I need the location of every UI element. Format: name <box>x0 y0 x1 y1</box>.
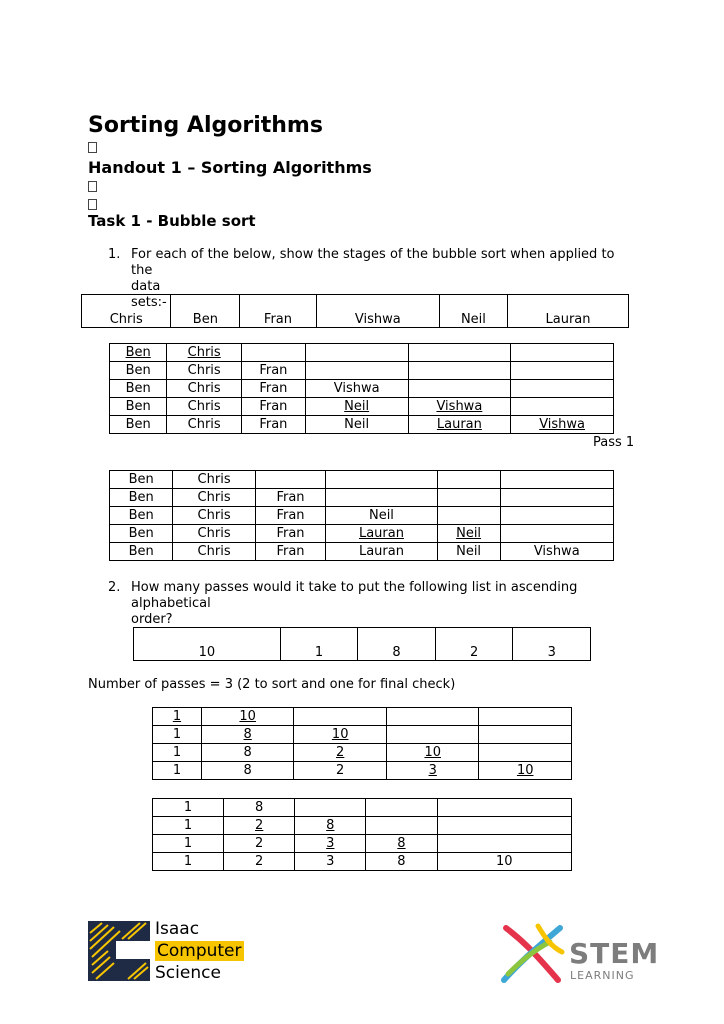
table-cell <box>153 762 202 780</box>
cell-value: Neil <box>456 544 482 559</box>
cell-value: Neil <box>344 399 370 414</box>
cell-value: 10 <box>516 763 534 778</box>
cell-value: 1 <box>183 818 193 833</box>
table-cell <box>153 708 202 726</box>
table-cell <box>437 853 572 871</box>
cell-value: 8 <box>397 854 406 869</box>
cell-value: Fran <box>276 508 305 523</box>
table-cell <box>500 507 614 525</box>
table-cell <box>305 416 408 434</box>
table-cell <box>295 799 366 817</box>
cell-value: 1 <box>172 727 182 742</box>
table-cell <box>479 726 572 744</box>
table-cell <box>255 489 325 507</box>
cell-value: 10 <box>495 854 513 869</box>
table-cell <box>224 835 295 853</box>
table-cell <box>242 416 306 434</box>
table-cell <box>479 744 572 762</box>
table-cell <box>386 726 479 744</box>
table-cell <box>167 398 242 416</box>
cell-value: Lauran <box>436 417 482 432</box>
isaac-logo-line: Isaac <box>155 919 200 939</box>
table-cell: Vishwa <box>316 295 439 328</box>
table-cell <box>386 708 479 726</box>
table-cell <box>173 489 255 507</box>
table-cell <box>305 362 408 380</box>
cell-value: Chris <box>197 508 231 523</box>
passes-answer: Number of passes = 3 (2 to sort and one for final check) <box>88 677 456 692</box>
table-cell: Fran <box>240 295 316 328</box>
table-cell <box>500 543 614 561</box>
table-cell <box>110 489 173 507</box>
table-cell <box>255 543 325 561</box>
question-text-line: the data sets:- <box>131 263 167 310</box>
table-row <box>110 380 614 398</box>
task-title: Task 1 - Bubble sort <box>88 212 256 230</box>
handout-title: Handout 1 – Sorting Algorithms <box>88 158 372 177</box>
table-cell <box>242 380 306 398</box>
table-cell: Chris <box>82 295 171 328</box>
cell-value: 10 <box>424 745 441 760</box>
table-cell <box>224 799 295 817</box>
stem-logo-subtitle: LEARNING <box>570 969 635 982</box>
missing-glyph-icon <box>88 142 97 153</box>
cell-value: 1 <box>183 854 193 869</box>
table-cell <box>511 380 614 398</box>
num-pass2-table <box>152 798 572 871</box>
cell-value: 10 <box>331 727 349 742</box>
cell-value: Neil <box>456 526 482 541</box>
cell-value: Vishwa <box>539 417 586 432</box>
cell-value: 1 <box>183 836 193 851</box>
table-cell <box>110 525 173 543</box>
cell-value: 8 <box>255 800 264 815</box>
table-cell <box>386 762 479 780</box>
table-cell <box>294 744 387 762</box>
table-row <box>110 398 614 416</box>
table-row <box>153 762 572 780</box>
table-cell <box>366 817 437 835</box>
table-cell <box>305 344 408 362</box>
cell-value: Lauran <box>358 544 404 559</box>
table-cell <box>201 744 294 762</box>
cell-value: Fran <box>276 526 305 541</box>
table-cell <box>110 543 173 561</box>
table-cell <box>242 398 306 416</box>
cell-value: Fran <box>276 490 305 505</box>
cell-value: 2 <box>336 763 345 778</box>
isaac-logo-icon <box>88 921 150 981</box>
cell-value: Chris <box>187 381 221 396</box>
pass1-table <box>109 343 614 434</box>
table-cell <box>437 525 500 543</box>
cell-value: Fran <box>259 381 288 396</box>
cell-value: Ben <box>128 508 154 523</box>
cell-value: Ben <box>128 490 154 505</box>
table-cell <box>408 344 511 362</box>
table-cell <box>167 380 242 398</box>
pass-1-label: Pass 1 <box>593 435 635 450</box>
table-cell <box>294 762 387 780</box>
table-row <box>110 471 614 489</box>
cell-value: 1 <box>172 745 182 760</box>
table-cell <box>255 471 325 489</box>
table-cell <box>295 835 366 853</box>
table-cell <box>326 489 437 507</box>
cell-value: Ben <box>125 345 151 360</box>
cell-value: Chris <box>197 526 231 541</box>
cell-value: Fran <box>276 544 305 559</box>
isaac-logo-line: Science <box>155 963 221 983</box>
table-cell: Neil <box>439 295 507 328</box>
table-cell <box>110 507 173 525</box>
table-row <box>110 543 614 561</box>
table-cell <box>173 543 255 561</box>
table-cell <box>500 525 614 543</box>
table-cell: Lauran <box>508 295 629 328</box>
numbers-data-table <box>133 627 591 661</box>
table-cell <box>295 817 366 835</box>
cell-value: Chris <box>197 472 231 487</box>
cell-value: Fran <box>259 363 288 378</box>
table-cell <box>242 344 306 362</box>
cell-value: Fran <box>259 399 288 414</box>
table-row <box>153 853 572 871</box>
table-cell <box>437 471 500 489</box>
table-row <box>110 507 614 525</box>
pass2-table <box>109 470 614 561</box>
table-cell <box>408 362 511 380</box>
cell-value: 3 <box>326 836 335 851</box>
names-data-table <box>81 294 629 328</box>
question-text-line: How many passes would it take to put the following list in ascending <box>131 580 578 595</box>
table-cell <box>326 471 437 489</box>
table-cell <box>437 489 500 507</box>
cell-value: Chris <box>187 345 221 360</box>
stem-learning-logo-icon <box>500 922 566 984</box>
table-cell <box>326 525 437 543</box>
table-row <box>153 817 572 835</box>
cell-value: 3 <box>428 763 437 778</box>
cell-value: Ben <box>125 363 151 378</box>
table-cell <box>511 416 614 434</box>
table-cell <box>326 507 437 525</box>
cell-value: 1 <box>183 800 193 815</box>
table-cell <box>305 398 408 416</box>
cell-value: Vishwa <box>333 381 380 396</box>
cell-value: 8 <box>243 727 252 742</box>
table-cell <box>201 726 294 744</box>
table-cell: 3 <box>513 628 591 661</box>
table-row <box>110 344 614 362</box>
cell-value: 8 <box>243 763 252 778</box>
cell-value: 2 <box>255 836 264 851</box>
table-cell <box>511 398 614 416</box>
cell-value: Ben <box>125 417 151 432</box>
table-cell <box>437 507 500 525</box>
cell-value: 3 <box>326 854 335 869</box>
table-cell <box>366 835 437 853</box>
table-cell <box>366 853 437 871</box>
cell-value: Ben <box>128 544 154 559</box>
isaac-logo-text <box>155 918 244 984</box>
table-row <box>153 726 572 744</box>
cell-value: Neil <box>368 508 394 523</box>
table-cell <box>110 398 167 416</box>
table-cell: 2 <box>435 628 513 661</box>
table-row <box>110 362 614 380</box>
table-cell <box>224 817 295 835</box>
table-cell <box>242 362 306 380</box>
cell-value: 1 <box>172 763 182 778</box>
cell-value: Vishwa <box>533 544 580 559</box>
table-cell <box>500 471 614 489</box>
table-row <box>153 835 572 853</box>
cell-value: Chris <box>187 399 221 414</box>
table-cell <box>173 471 255 489</box>
table-cell <box>511 344 614 362</box>
table-cell <box>326 543 437 561</box>
table-cell <box>386 744 479 762</box>
table-row <box>110 525 614 543</box>
table-cell <box>437 799 572 817</box>
table-cell <box>437 817 572 835</box>
table-cell <box>295 853 366 871</box>
cell-value: 8 <box>326 818 335 833</box>
cell-value: Lauran <box>358 526 404 541</box>
cell-value: Ben <box>125 381 151 396</box>
table-row <box>153 744 572 762</box>
table-cell <box>153 799 224 817</box>
table-cell <box>305 380 408 398</box>
table-cell <box>110 344 167 362</box>
table-cell <box>437 835 572 853</box>
table-cell <box>294 726 387 744</box>
missing-glyph-icon <box>88 199 97 210</box>
table-cell <box>255 507 325 525</box>
table-cell <box>437 543 500 561</box>
table-row <box>110 489 614 507</box>
table-cell <box>500 489 614 507</box>
question-number: 2. <box>108 580 121 595</box>
table-cell <box>201 708 294 726</box>
table-cell <box>511 362 614 380</box>
table-cell <box>167 362 242 380</box>
table-cell <box>408 398 511 416</box>
cell-value: Vishwa <box>436 399 483 414</box>
cell-value: 8 <box>243 745 252 760</box>
table-cell: 8 <box>358 628 436 661</box>
cell-value: Chris <box>197 544 231 559</box>
table-cell <box>110 471 173 489</box>
question-text-line: For each of the below, show the stages of the bubble sort when applied to <box>131 247 615 262</box>
table-cell: Ben <box>171 295 240 328</box>
table-cell <box>153 744 202 762</box>
table-cell <box>479 708 572 726</box>
missing-glyph-icon <box>88 181 97 192</box>
cell-value: Chris <box>187 363 221 378</box>
cell-value: 2 <box>336 745 345 760</box>
table-cell: 10 <box>134 628 281 661</box>
table-cell <box>224 853 295 871</box>
table-cell <box>173 507 255 525</box>
table-cell <box>153 835 224 853</box>
cell-value: Chris <box>187 417 221 432</box>
table-row <box>153 799 572 817</box>
num-pass1-table <box>152 707 572 780</box>
table-cell <box>408 416 511 434</box>
table-row <box>153 708 572 726</box>
table-cell <box>173 525 255 543</box>
cell-value: 2 <box>255 818 264 833</box>
table-cell <box>110 362 167 380</box>
cell-value: Ben <box>128 526 154 541</box>
table-cell <box>153 853 224 871</box>
stem-logo-word: STEM <box>569 937 660 970</box>
isaac-logo-line: Computer <box>157 941 242 961</box>
table-cell <box>255 525 325 543</box>
table-cell <box>408 380 511 398</box>
table-cell <box>167 416 242 434</box>
cell-value: Chris <box>197 490 231 505</box>
cell-value: 1 <box>172 709 182 724</box>
cell-value: Ben <box>128 472 154 487</box>
cell-value: Fran <box>259 417 288 432</box>
table-cell: 1 <box>280 628 358 661</box>
question-number: 1. <box>108 247 121 262</box>
question-text-line: alphabetical order? <box>131 596 211 627</box>
table-cell <box>153 817 224 835</box>
cell-value: Neil <box>344 417 370 432</box>
table-cell <box>294 708 387 726</box>
page-title: Sorting Algorithms <box>88 113 323 138</box>
table-cell <box>366 799 437 817</box>
cell-value: Ben <box>125 399 151 414</box>
table-cell <box>167 344 242 362</box>
cell-value: 8 <box>397 836 406 851</box>
cell-value: 10 <box>239 709 256 724</box>
table-cell <box>110 380 167 398</box>
table-cell <box>153 726 202 744</box>
cell-value: 2 <box>255 854 264 869</box>
table-cell <box>479 762 572 780</box>
table-cell <box>201 762 294 780</box>
table-row <box>110 416 614 434</box>
table-cell <box>110 416 167 434</box>
